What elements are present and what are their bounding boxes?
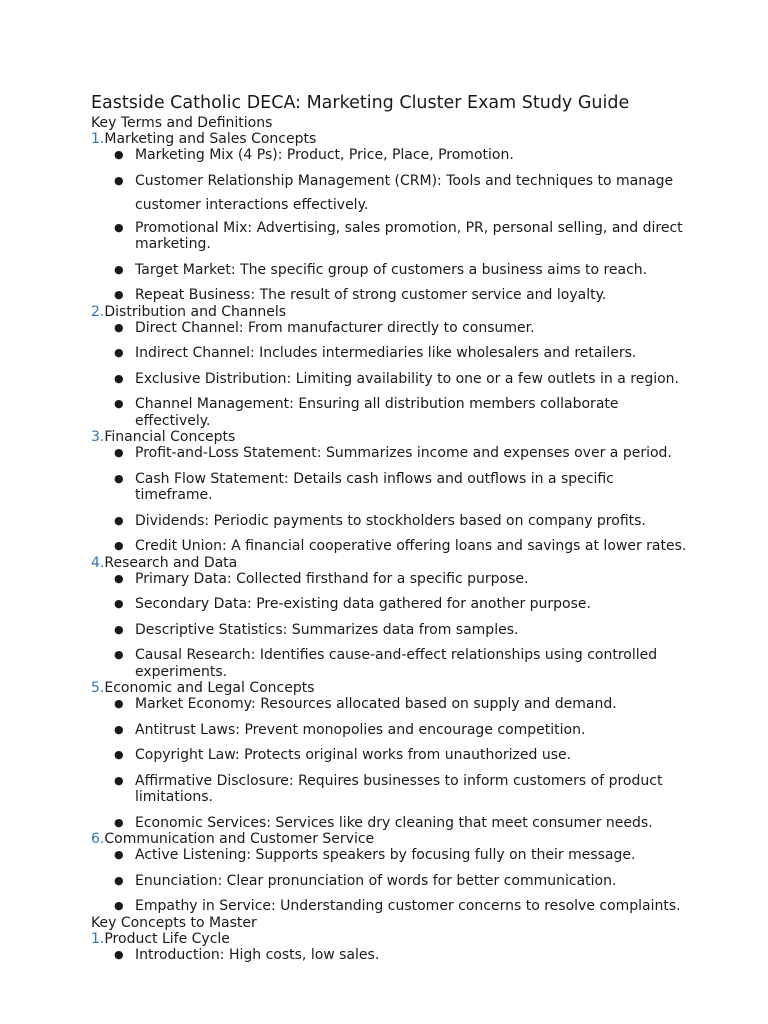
bullet-icon: ● (114, 773, 124, 787)
list-item (91, 847, 691, 864)
list-item (91, 622, 691, 639)
list-item (91, 696, 691, 713)
list-item (91, 445, 691, 462)
bullet-list (91, 696, 691, 831)
list-item-text: Repeat Business: The result of strong customer service and loyalty. (135, 287, 607, 303)
bullet-icon: ● (114, 622, 124, 636)
numbered-heading (91, 131, 691, 147)
bullet-icon: ● (114, 571, 124, 585)
list-item (91, 371, 691, 388)
heading-number: 5. (91, 680, 105, 696)
bullet-icon: ● (114, 148, 124, 161)
list-item (91, 147, 691, 164)
heading-number: 6. (91, 831, 105, 847)
heading-number: 3. (91, 429, 105, 445)
list-item-text: Target Market: The specific group of customers a business aims to reach. (135, 261, 648, 278)
heading-text: Research and Data (104, 554, 238, 571)
list-item (91, 538, 691, 555)
list-item-text: Indirect Channel: Includes intermediaries like wholesalers and retailers. (135, 345, 637, 361)
list-item (91, 345, 691, 362)
bullet-icon: ● (114, 320, 124, 334)
bullet-icon: ● (114, 648, 124, 661)
bullet-icon: ● (114, 597, 124, 610)
list-item (91, 169, 691, 218)
bullet-list (91, 445, 691, 555)
list-item-text: Economic Services: Services like dry cleaning that meet consumer needs. (135, 814, 653, 831)
list-item-text: Marketing Mix (4 Ps): Product, Price, Place, Promotion. (135, 147, 514, 163)
list-item (91, 947, 691, 964)
heading-text: Communication and Customer Service (104, 831, 375, 847)
bullet-icon: ● (114, 539, 124, 552)
bullet-icon: ● (114, 697, 124, 710)
heading-text: Financial Concepts (104, 429, 236, 445)
numbered-heading (91, 931, 691, 947)
document-title: Eastside Catholic DECA: Marketing Cluster Exam Study Guide (91, 93, 630, 113)
list-item-text: Market Economy: Resources allocated based on supply and demand. (135, 696, 617, 712)
list-item (91, 815, 691, 832)
list-item-text: Affirmative Disclosure: Requires businesses to inform customers of product limitations. (135, 772, 663, 805)
list-item-text: Credit Union: A financial cooperative offering loans and savings at lower rates. (135, 538, 687, 554)
bullet-icon: ● (114, 220, 124, 234)
bullet-icon: ● (114, 346, 124, 359)
list-item-text: Exclusive Distribution: Limiting availability to one or a few outlets in a region. (135, 370, 679, 387)
bullet-icon: ● (114, 947, 124, 961)
bullet-list (91, 571, 691, 681)
key-terms-list (91, 131, 691, 915)
list-item-text: Direct Channel: From manufacturer directly to consumer. (135, 319, 535, 336)
list-item (91, 898, 691, 915)
bullet-icon: ● (114, 446, 124, 459)
list-item (91, 647, 691, 680)
list-item-text: Empathy in Service: Understanding customer concerns to resolve complaints. (135, 898, 681, 914)
list-item (91, 513, 691, 530)
list-item (91, 262, 691, 279)
numbered-heading (91, 555, 691, 571)
list-item-text: Profit-and-Loss Statement: Summarizes income and expenses over a period. (135, 445, 672, 461)
list-item-text: Promotional Mix: Advertising, sales promotion, PR, personal selling, and direct marketing. (135, 219, 683, 252)
list-item (91, 320, 691, 337)
list-item-text: Channel Management: Ensuring all distribution members collaborate effectively. (135, 396, 619, 429)
list-item (91, 773, 691, 806)
bullet-icon: ● (114, 848, 124, 861)
list-item (91, 220, 691, 253)
list-item (91, 571, 691, 588)
bullet-icon: ● (114, 397, 124, 410)
list-item-text: Introduction: High costs, low sales. (135, 946, 380, 963)
bullet-icon: ● (114, 513, 124, 527)
heading-number: 1. (91, 131, 105, 147)
bullet-icon: ● (114, 748, 124, 761)
list-item (91, 396, 691, 429)
list-item-text: Customer Relationship Management (CRM): Tools and techniques to manage customer interactions effectively. (135, 172, 674, 213)
bullet-icon: ● (114, 471, 124, 485)
bullet-icon: ● (114, 899, 124, 912)
key-concepts-heading: Key Concepts to Master (91, 914, 257, 931)
list-item-text: Descriptive Statistics: Summarizes data from samples. (135, 621, 519, 638)
bullet-icon: ● (114, 262, 124, 276)
bullet-icon: ● (114, 722, 124, 736)
list-item-text: Causal Research: Identifies cause-and-effect relationships using controlled experiments. (135, 647, 658, 680)
list-item-text: Dividends: Periodic payments to stockholders based on company profits. (135, 512, 646, 529)
list-item (91, 722, 691, 739)
list-item-text: Cash Flow Statement: Details cash inflows and outflows in a specific timeframe. (135, 470, 614, 503)
list-item (91, 471, 691, 504)
heading-text: Product Life Cycle (104, 930, 230, 947)
list-item-text: Active Listening: Supports speakers by focusing fully on their message. (135, 847, 636, 863)
list-item (91, 873, 691, 890)
bullet-icon: ● (114, 173, 124, 187)
heading-number: 2. (91, 303, 105, 320)
bullet-list (91, 147, 691, 304)
heading-text: Distribution and Channels (104, 303, 287, 320)
heading-text: Economic and Legal Concepts (104, 680, 315, 696)
heading-number: 4. (91, 554, 105, 571)
list-item-text: Antitrust Laws: Prevent monopolies and encourage competition. (135, 721, 586, 738)
heading-number: 1. (91, 930, 105, 947)
key-concepts-list (91, 931, 691, 964)
document-page (91, 93, 691, 963)
list-item (91, 747, 691, 764)
list-item (91, 287, 691, 304)
list-item (91, 596, 691, 613)
key-terms-heading: Key Terms and Definitions (91, 115, 273, 131)
list-item-text: Copyright Law: Protects original works from unauthorized use. (135, 747, 572, 763)
bullet-icon: ● (114, 873, 124, 887)
bullet-list (91, 320, 691, 430)
list-item-text: Primary Data: Collected firsthand for a specific purpose. (135, 570, 529, 587)
bullet-list (91, 847, 691, 915)
bullet-icon: ● (114, 371, 124, 385)
numbered-heading (91, 831, 691, 847)
bullet-list (91, 947, 691, 964)
bullet-icon: ● (114, 815, 124, 829)
numbered-heading (91, 680, 691, 696)
heading-text: Marketing and Sales Concepts (104, 131, 317, 147)
numbered-heading (91, 304, 691, 320)
numbered-heading (91, 429, 691, 445)
list-item-text: Enunciation: Clear pronunciation of words for better communication. (135, 872, 617, 889)
bullet-icon: ● (114, 288, 124, 301)
list-item-text: Secondary Data: Pre-existing data gathered for another purpose. (135, 596, 591, 612)
